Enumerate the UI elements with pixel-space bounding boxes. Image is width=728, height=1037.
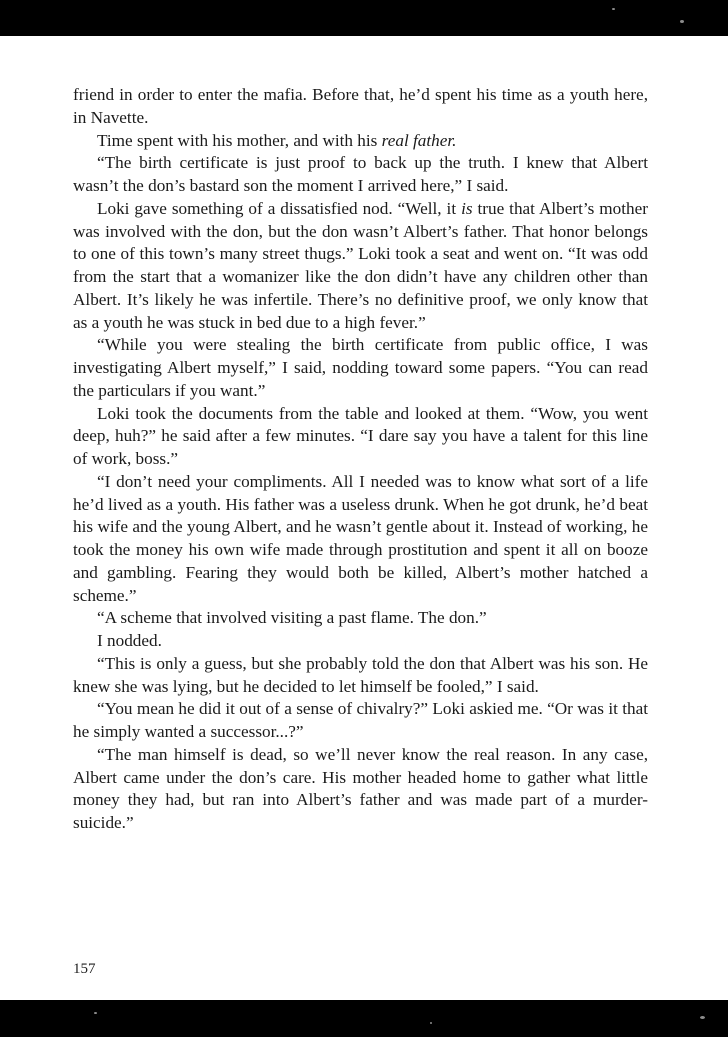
paragraph: [73, 471, 648, 608]
scan-speck: [612, 8, 615, 10]
italic-text: is: [461, 198, 473, 218]
book-page: [0, 36, 728, 1000]
text-run: “The birth certificate is just proof to back up the truth. I knew that Albert wasn’t the don’s bastard son the moment I arrived here,” I said.: [73, 153, 648, 195]
paragraph: [73, 130, 648, 153]
text-run: Time spent with his mother, and with his: [97, 130, 382, 150]
text-run: “This is only a guess, but she probably told the don that Albert was his son. He knew she was lying, but he decided to let himself be fooled,” I said.: [73, 653, 648, 696]
paragraph: [73, 653, 648, 699]
paragraph: [73, 744, 648, 835]
scan-speck: [430, 1022, 432, 1024]
text-run: Loki took the documents from the table and looked at them. “Wow, you went deep, huh?” he said after a few minutes. “I dare say you have a talent for this line of work, boss.”: [73, 403, 648, 468]
text-run: friend in order to enter the mafia. Before that, he’d spent his time as a youth here, in Navette.: [73, 85, 648, 127]
page-number: 157: [73, 961, 96, 977]
text-run: “You mean he did it out of a sense of chivalry?” Loki askied me. “Or was it that he simply wanted a successor...?”: [73, 699, 648, 741]
text-run: “While you were stealing the birth certificate from public office, I was investigating Albert myself,” I said, nodding toward some papers. “You can read the particulars if you want.”: [73, 335, 648, 400]
scan-speck: [700, 1016, 705, 1019]
scan-speck: [680, 20, 684, 23]
text-run: Loki gave something of a dissatisfied nod. “Well, it: [97, 198, 462, 218]
text-run: I nodded.: [97, 631, 162, 650]
italic-text: real father.: [381, 130, 457, 150]
text-run: “I don’t need your compliments. All I needed was to know what sort of a life he’d lived as a youth. His father was a useless drunk. When he got drunk, he’d beat his wife and the young Albert, and he wasn’t gentle about it. Instead of working, he took the money his own wife made through prostitution and spent it all on booze and gambling. Fearing they would both be killed, Albert’s mother hatched a scheme.”: [73, 471, 648, 605]
body-text: [73, 84, 648, 835]
paragraph: [73, 152, 648, 198]
text-run: true that Albert’s mother was involved with the don, but the don wasn’t Albert’s father. That honor belongs to one of this town’s many street thugs.” Loki took a seat and went on. “It was odd from the start that a womanizer like the don didn’t have any children other than Albert. It’s likely he was infertile. There’s no definitive proof, we only know that as a youth he was stuck in bed due to a high fever.”: [73, 198, 648, 332]
paragraph: [73, 630, 648, 653]
paragraph: [73, 403, 648, 471]
paragraph: [73, 198, 648, 335]
paragraph: [73, 334, 648, 402]
text-run: “A scheme that involved visiting a past flame. The don.”: [97, 608, 487, 628]
scan-speck: [94, 1012, 97, 1014]
paragraph: [73, 607, 648, 630]
paragraph: [73, 698, 648, 744]
text-run: “The man himself is dead, so we’ll never know the real reason. In any case, Albert came under the don’s care. His mother headed home to gather what little money they had, but ran into Albert’s father and was made part of a murder-suicide.”: [73, 744, 648, 832]
paragraph: [73, 84, 648, 130]
